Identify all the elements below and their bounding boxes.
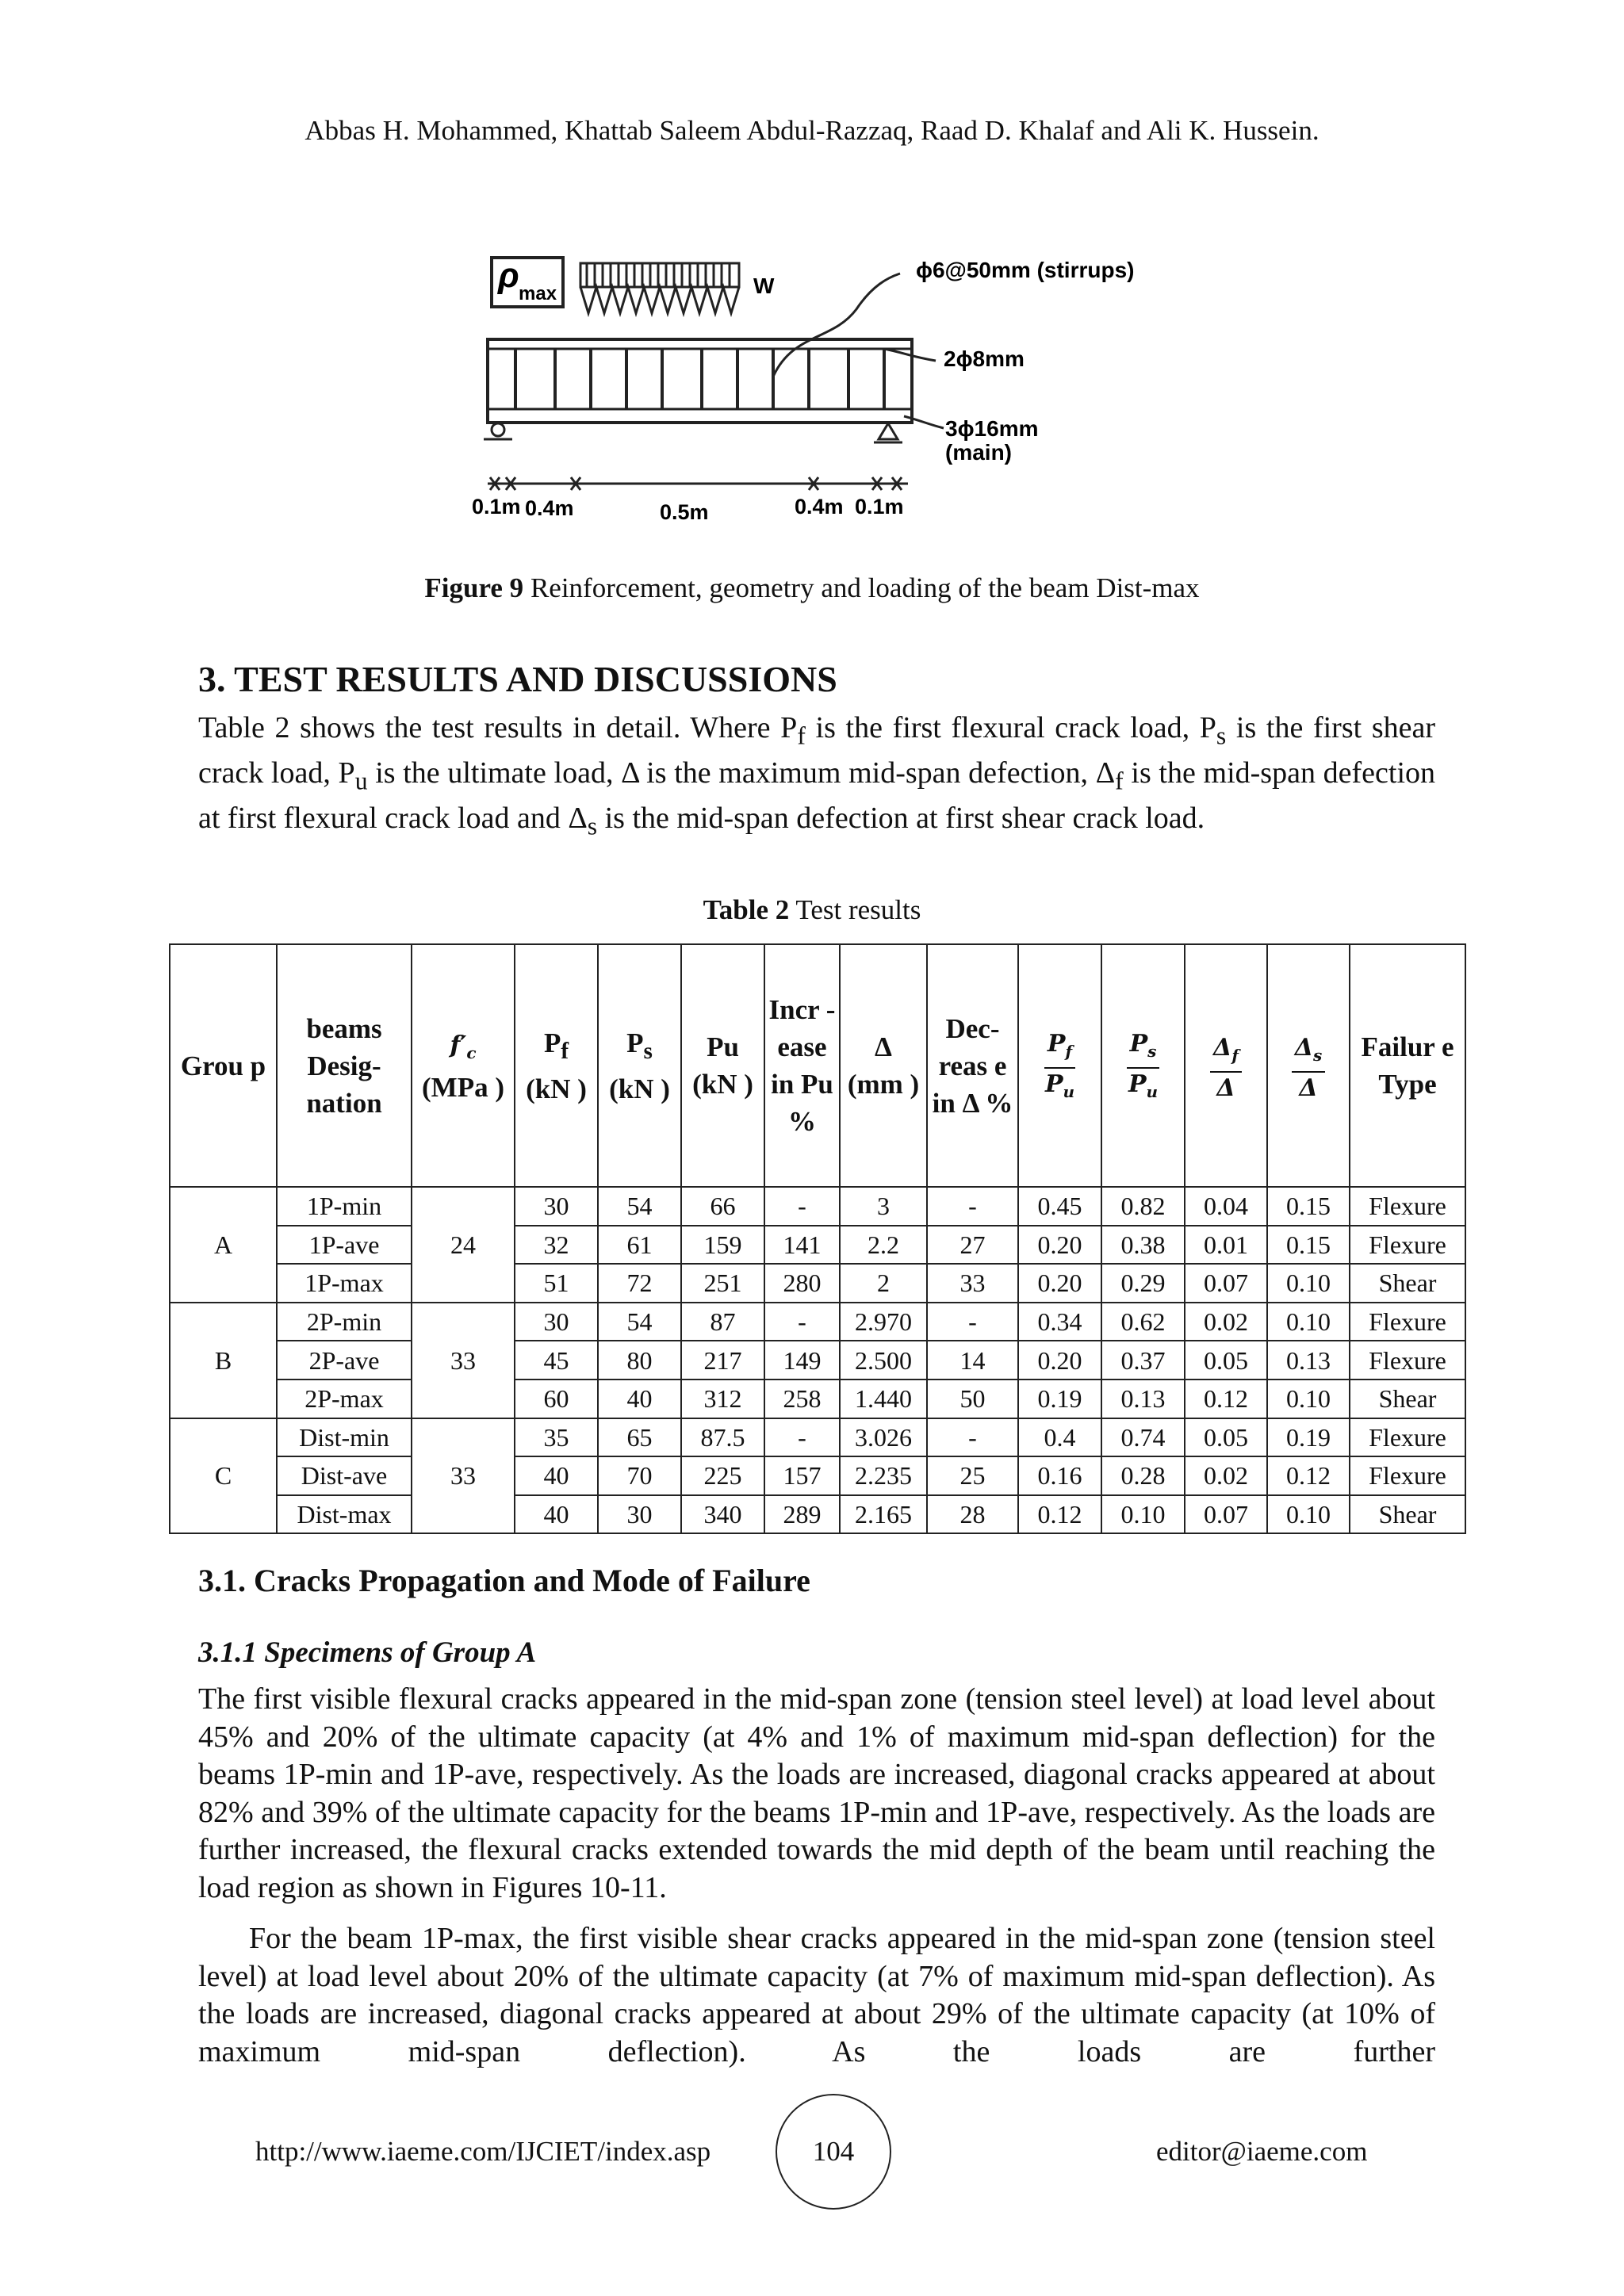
footer-email: editor@iaeme.com xyxy=(1156,2136,1368,2167)
table-cell: 0.13 xyxy=(1101,1380,1185,1418)
table-cell: - xyxy=(927,1187,1018,1226)
col-pf-pu: $\frac{P_f}{P_u}$ xyxy=(1018,944,1101,1187)
table-cell: 0.20 xyxy=(1018,1341,1101,1380)
table-cell: 0.28 xyxy=(1101,1456,1185,1495)
col-increase: Incr - ease in Pu % xyxy=(764,944,840,1187)
distributed-load xyxy=(580,263,739,313)
col-ds-d: $\frac{\Delta_s}{\Delta}$ xyxy=(1267,944,1350,1187)
table-cell: Flexure xyxy=(1350,1341,1465,1380)
designation-cell: 1P-max xyxy=(277,1264,412,1303)
col-pu: Pu (kN ) xyxy=(681,944,764,1187)
table-cell: 0.10 xyxy=(1267,1303,1350,1341)
top-bar-label: 2ϕ8mm xyxy=(944,346,1025,371)
table-cell: 217 xyxy=(681,1341,764,1380)
table-cell: 30 xyxy=(515,1303,598,1341)
designation-cell: 2P-max xyxy=(277,1380,412,1418)
table-cell: 0.38 xyxy=(1101,1226,1185,1265)
table-cell: 312 xyxy=(681,1380,764,1418)
designation-cell: 1P-ave xyxy=(277,1226,412,1265)
supports xyxy=(484,423,902,442)
group-cell: A xyxy=(170,1187,277,1303)
table-cell: - xyxy=(927,1418,1018,1457)
table-header-row xyxy=(170,944,1465,1187)
table-cell: Shear xyxy=(1350,1264,1465,1303)
table-row xyxy=(170,1187,1465,1226)
table-cell: 0.45 xyxy=(1018,1187,1101,1226)
table-cell: 0.05 xyxy=(1185,1341,1267,1380)
table-cell: 45 xyxy=(515,1341,598,1380)
table-cell: 65 xyxy=(598,1418,681,1457)
table-cell: 0.12 xyxy=(1267,1456,1350,1495)
designation-cell: 2P-min xyxy=(277,1303,412,1341)
table-cell: 149 xyxy=(764,1341,840,1380)
table-cell: 50 xyxy=(927,1380,1018,1418)
table-cell: 80 xyxy=(598,1341,681,1380)
table-cell: 14 xyxy=(927,1341,1018,1380)
designation-cell: Dist-max xyxy=(277,1495,412,1534)
table-cell: 0.37 xyxy=(1101,1341,1185,1380)
table-cell: 141 xyxy=(764,1226,840,1265)
table-cell: 0.20 xyxy=(1018,1226,1101,1265)
table-cell: 0.16 xyxy=(1018,1456,1101,1495)
fc-cell: 33 xyxy=(412,1418,515,1534)
table-cell: 340 xyxy=(681,1495,764,1534)
table-cell: 0.10 xyxy=(1267,1264,1350,1303)
table-cell: 0.02 xyxy=(1185,1456,1267,1495)
table-cell: 0.12 xyxy=(1185,1380,1267,1418)
dim-1: 0.1m xyxy=(472,495,521,519)
stirrups-label: ϕ6@50mm (stirrups) xyxy=(916,258,1135,282)
table-cell: Flexure xyxy=(1350,1226,1465,1265)
table-cell: - xyxy=(764,1418,840,1457)
table-row xyxy=(170,1303,1465,1341)
table-row xyxy=(170,1418,1465,1457)
pmax-sub: max xyxy=(519,283,557,304)
table-cell: 2.500 xyxy=(840,1341,927,1380)
table-cell: 70 xyxy=(598,1456,681,1495)
table-row xyxy=(170,1495,1465,1534)
table-cell: 157 xyxy=(764,1456,840,1495)
table-cell: 3.026 xyxy=(840,1418,927,1457)
table-cell: 0.01 xyxy=(1185,1226,1267,1265)
designation-cell: 2P-ave xyxy=(277,1341,412,1380)
beam-figure xyxy=(460,246,1197,539)
table-cell: - xyxy=(764,1303,840,1341)
main-bar-label: 3ϕ16mm xyxy=(945,416,1039,441)
table-cell: 0.13 xyxy=(1267,1341,1350,1380)
table-row xyxy=(170,1226,1465,1265)
dim-4: 0.4m xyxy=(795,495,844,519)
table-cell: 0.10 xyxy=(1267,1380,1350,1418)
footer-url: http://www.iaeme.com/IJCIET/index.asp xyxy=(255,2136,711,2167)
figure-caption-text: Reinforcement, geometry and loading of the beam Dist-max xyxy=(523,572,1200,603)
table-cell: 2.2 xyxy=(840,1226,927,1265)
table-cell: 0.07 xyxy=(1185,1264,1267,1303)
dim-5: 0.1m xyxy=(855,495,904,519)
designation-cell: Dist-ave xyxy=(277,1456,412,1495)
table-cell: 3 xyxy=(840,1187,927,1226)
table-cell: 0.07 xyxy=(1185,1495,1267,1534)
dim-3: 0.5m xyxy=(660,500,709,524)
dim-2: 0.4m xyxy=(525,496,574,520)
table-caption xyxy=(0,894,1624,926)
table-cell: 289 xyxy=(764,1495,840,1534)
table-cell: 61 xyxy=(598,1226,681,1265)
figure-caption xyxy=(0,572,1624,604)
col-ps-pu: $\frac{P_s}{P_u}$ xyxy=(1101,944,1185,1187)
table-cell: 28 xyxy=(927,1495,1018,1534)
col-df-d: $\frac{\Delta_f}{\Delta}$ xyxy=(1185,944,1267,1187)
table-cell: 30 xyxy=(515,1187,598,1226)
table-cell: 27 xyxy=(927,1226,1018,1265)
subsection-heading: 3.1. Cracks Propagation and Mode of Failure xyxy=(198,1563,810,1598)
table-row xyxy=(170,1456,1465,1495)
table-cell: Shear xyxy=(1350,1495,1465,1534)
table-cell: 72 xyxy=(598,1264,681,1303)
table-cell: 0.82 xyxy=(1101,1187,1185,1226)
table-cell: 40 xyxy=(515,1495,598,1534)
designation-cell: Dist-min xyxy=(277,1418,412,1457)
table-caption-text: Test results xyxy=(789,894,921,925)
fc-cell: 24 xyxy=(412,1187,515,1303)
col-fc: $f'_c$ (MPa ) xyxy=(412,944,515,1187)
table-cell: 25 xyxy=(927,1456,1018,1495)
table-cell: 159 xyxy=(681,1226,764,1265)
table-cell: 0.04 xyxy=(1185,1187,1267,1226)
table-cell: 258 xyxy=(764,1380,840,1418)
col-pf: $P_f$ (kN ) xyxy=(515,944,598,1187)
table-cell: 2 xyxy=(840,1264,927,1303)
w-label: W xyxy=(753,274,775,298)
table-cell: Shear xyxy=(1350,1380,1465,1418)
table-cell: - xyxy=(764,1187,840,1226)
table-cell: 0.02 xyxy=(1185,1303,1267,1341)
table-cell: Flexure xyxy=(1350,1187,1465,1226)
table-cell: 1.440 xyxy=(840,1380,927,1418)
table-cell: 0.74 xyxy=(1101,1418,1185,1457)
table-cell: 0.10 xyxy=(1267,1495,1350,1534)
table-cell: Flexure xyxy=(1350,1456,1465,1495)
group-a-paragraph-1: The first visible flexural cracks appeared in the mid-span zone (tension steel level) at load level about 45% and 20% of the ultimate capacity (at 4% and 1% of maximum mid-span deflection) for the beams 1P-min and 1P-ave, respectively. As the loads are increased, diagonal cracks appeared at about 82% and 39% of the ultimate capacity for the beams 1P-min and 1P-ave, respectively. As the loads are further increased, the flexural cracks extended towards the mid depth of the beam until reaching the load region as shown in Figures 10-11. xyxy=(198,1682,1435,1904)
table-cell: 0.34 xyxy=(1018,1303,1101,1341)
table-cell: 280 xyxy=(764,1264,840,1303)
table-cell: 40 xyxy=(598,1380,681,1418)
intro-paragraph: Table 2 shows the test results in detail. Where $P_f$ is the first flexural crack load, $P_s$ is the first shear crack load, $P_u$ is the ultimate load, Δ is the maximum mid-span defection, $\Delta_f$ is the mid-span defection at first flexural crack load and $\Delta_s$ is the mid-span defection at first shear crack load. xyxy=(198,711,1436,840)
col-group: Grou p xyxy=(170,944,277,1187)
dimension-line xyxy=(488,477,908,490)
table-cell: 66 xyxy=(681,1187,764,1226)
table-cell: 32 xyxy=(515,1226,598,1265)
table-cell: Flexure xyxy=(1350,1418,1465,1457)
table-cell: 0.62 xyxy=(1101,1303,1185,1341)
figure-caption-label: Figure 9 xyxy=(424,572,524,603)
table-cell: 87 xyxy=(681,1303,764,1341)
group-cell: B xyxy=(170,1303,277,1418)
table-cell: 0.15 xyxy=(1267,1187,1350,1226)
table-cell: 0.29 xyxy=(1101,1264,1185,1303)
leaders xyxy=(773,274,944,428)
main-bar-note: (main) xyxy=(945,440,1012,465)
results-table xyxy=(169,943,1466,1534)
running-header: Abbas H. Mohammed, Khattab Saleem Abdul-Razzaq, Raad D. Khalaf and Ali K. Hussein. xyxy=(304,115,1320,146)
table-cell: 0.4 xyxy=(1018,1418,1101,1457)
table-cell: 0.12 xyxy=(1018,1495,1101,1534)
table-cell: 35 xyxy=(515,1418,598,1457)
table-cell: 2.970 xyxy=(840,1303,927,1341)
pmax-symbol: ρ xyxy=(498,256,519,295)
group-cell: C xyxy=(170,1418,277,1534)
table-row xyxy=(170,1341,1465,1380)
page-number: 104 xyxy=(812,2136,855,2167)
table-caption-label: Table 2 xyxy=(703,894,790,925)
col-design: beams Desig- nation xyxy=(277,944,412,1187)
table-cell: - xyxy=(927,1303,1018,1341)
table-cell: 225 xyxy=(681,1456,764,1495)
table-cell: 60 xyxy=(515,1380,598,1418)
table-cell: 0.10 xyxy=(1101,1495,1185,1534)
table-cell: 0.20 xyxy=(1018,1264,1101,1303)
table-cell: 2.165 xyxy=(840,1495,927,1534)
stirrups xyxy=(515,349,884,409)
table-cell: 54 xyxy=(598,1303,681,1341)
designation-cell: 1P-min xyxy=(277,1187,412,1226)
col-delta: Δ (mm ) xyxy=(840,944,927,1187)
table-cell: Flexure xyxy=(1350,1303,1465,1341)
table-row xyxy=(170,1380,1465,1418)
table-cell: 33 xyxy=(927,1264,1018,1303)
group-a-paragraph-2: For the beam 1P-max, the first visible shear cracks appeared in the mid-span zone (tension steel level) at load level about 20% of the ultimate capacity (at 7% of maximum mid-span deflection). As the loads are increased, diagonal cracks appeared at about 29% of the ultimate capacity (at 10% of maximum mid-span deflection). As the loads are further xyxy=(198,1922,1435,2068)
col-ps: $P_s$ (kN ) xyxy=(598,944,681,1187)
table-cell: 30 xyxy=(598,1495,681,1534)
table-cell: 0.19 xyxy=(1018,1380,1101,1418)
col-decrease: Dec- reas e in Δ % xyxy=(927,944,1018,1187)
table-cell: 40 xyxy=(515,1456,598,1495)
table-cell: 54 xyxy=(598,1187,681,1226)
fc-cell: 33 xyxy=(412,1303,515,1418)
table-row xyxy=(170,1264,1465,1303)
table-cell: 0.19 xyxy=(1267,1418,1350,1457)
table-cell: 0.05 xyxy=(1185,1418,1267,1457)
table-cell: 2.235 xyxy=(840,1456,927,1495)
table-cell: 0.15 xyxy=(1267,1226,1350,1265)
col-failure: Failur e Type xyxy=(1350,944,1465,1187)
table-cell: 87.5 xyxy=(681,1418,764,1457)
subsubsection-heading: 3.1.1 Specimens of Group A xyxy=(198,1636,537,1669)
table-cell: 251 xyxy=(681,1264,764,1303)
table-cell: 51 xyxy=(515,1264,598,1303)
section-heading: 3. TEST RESULTS AND DISCUSSIONS xyxy=(198,659,837,699)
